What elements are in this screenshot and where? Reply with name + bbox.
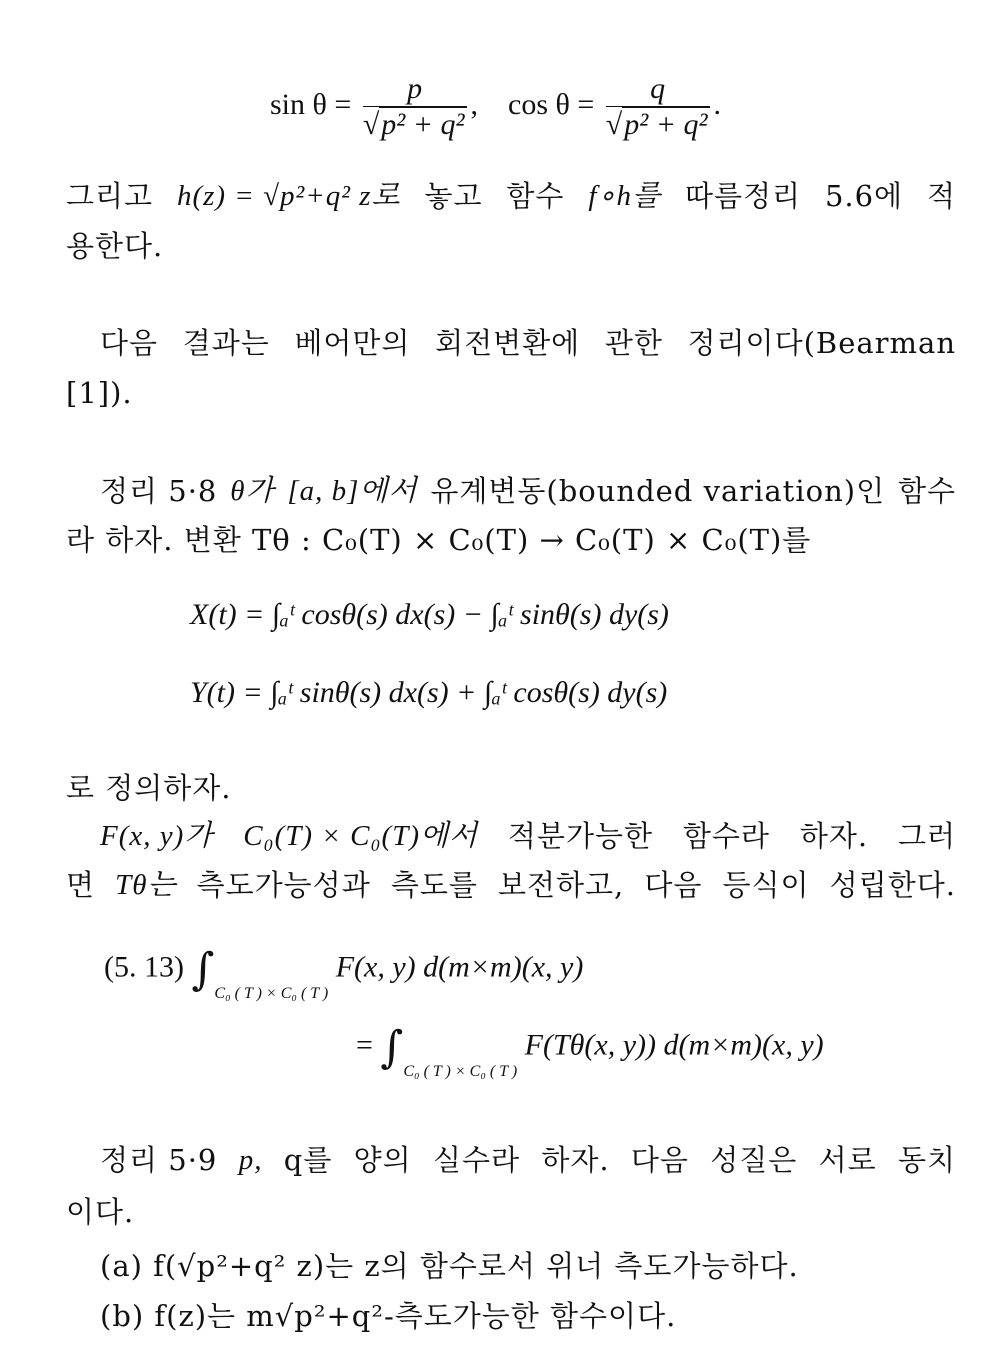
theorem-59-line2: 이다. [66,1195,135,1229]
integral-sign: ∫ [380,1022,404,1073]
theorem-58-line4: 면 Tθ는 측도가능성과 측도를 보전하고, 다음 등식이 성립한다. [66,868,956,902]
cos-denominator: p² + q² [624,108,708,141]
theorem-58-heading: 정리 5·8 [100,474,218,508]
equation-513-rhs: F(Tθ(x, y)) d(m×m)(x, y) [524,1028,824,1062]
sin-numerator: p [363,72,467,107]
integral-domain: C₀ ( T ) × C₀ ( T ) [403,1063,518,1081]
para2-line2: [1]). [66,376,133,410]
formula-sin-cos: sin θ = $\frac{p}{\text{√p² + q²}}$ , cos θ = $\frac{q}{\text{√p² + q²}}$ . [270,72,721,141]
sin-lhs: sin θ = [270,87,352,121]
theorem-59-heading: 정리 5·9 [100,1143,218,1177]
cos-fraction: $\frac{q}{\text{√p² + q²}}$ [605,72,708,141]
equation-Y: Y(t) = ∫ₐᵗ sinθ(s) dx(s) + ∫ₐᵗ cosθ(s) dy(s) [190,676,668,709]
equation-label: (5. 13) [104,950,184,984]
theorem-59-item-a: (a) f(√p²+q² z)는 z의 함수로서 위너 측도가능하다. [100,1249,799,1283]
equation-513-integrand: F(x, y) d(m×m)(x, y) [335,950,584,984]
theorem-58-line2: 라 하자. 변환 Tθ : C₀(T) × C₀(T) → C₀(T) × C₀(T)를 [66,523,812,557]
integral-sign: ∫ [191,944,215,995]
equation-513-line1 [104,944,583,1005]
integral-domain: C₀ ( T ) × C₀ ( T ) [214,985,329,1003]
sin-denominator: p² + q² [381,108,465,141]
theorem-58-after: 로 정의하자. [66,771,232,805]
equation-513-line2: = ∫C₀ ( T ) × C₀ ( T ) F(Tθ(x, y)) d(m×m)(x, y) [356,1022,824,1083]
equation-X: X(t) = ∫ₐᵗ cosθ(s) dx(s) − ∫ₐᵗ sinθ(s) dy(s) [190,598,669,631]
para2-line1: 다음 결과는 베어만의 회전변환에 관한 정리이다(Bearman [100,326,956,360]
theorem-58-line1: 정리 5·8 θ가 [a, b]에서 유계변동(bounded variation)인 함수 [100,471,956,511]
theorem-59-item-b: (b) f(z)는 m√p²+q²-측도가능한 함수이다. [100,1299,677,1333]
sin-fraction: $\frac{p}{\text{√p² + q²}}$ [362,72,465,141]
cos-numerator: q [606,72,710,107]
theorem-59-line1: 정리 5·9 p, q를 양의 실수라 하자. 다음 성질은 서로 동치 [100,1140,956,1180]
para1-line2: 용한다. [66,229,164,263]
cos-lhs: cos θ = [508,87,595,121]
para1-line1: 그리고 h(z) = √p²+q² z로 놓고 함수 f∘h를 따름정리 5.6에 적 [66,179,956,213]
theorem-58-line3: F(x, y)가 C₀(T) × C₀(T)에서 적분가능한 함수라 하자. 그러 [100,819,956,853]
